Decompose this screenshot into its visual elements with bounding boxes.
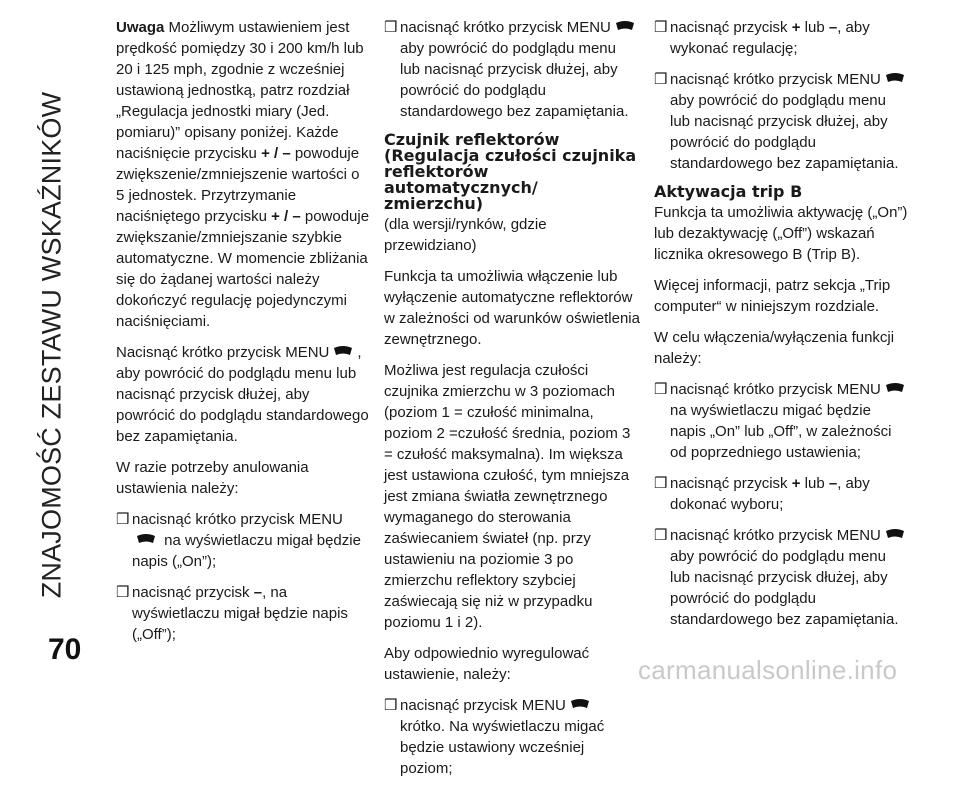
minus-symbol: – (828, 19, 838, 36)
list-item-text: nacisnąć przycisk MENU (400, 697, 566, 714)
list-item (384, 695, 640, 779)
list-item-text: nacisnąć krótko przycisk MENU (670, 527, 881, 544)
list-item-text: nacisnąć krótko przycisk MENU (400, 19, 611, 36)
list-item-text: aby powrócić do podglądu menu lub nacisnąć przycisk dłużej, aby powrócić do podglądu standardowego bez zapamiętania. (400, 40, 629, 120)
column-2 (384, 17, 640, 789)
list-item-text: nacisnąć krótko przycisk MENU (132, 511, 343, 528)
list-item-text: nacisnąć przycisk (670, 19, 792, 36)
section-heading-headlight-sensor: Czujnik reflektorów (Regulacja czułości czujnika reflektorów automatycznych/ zmierzchu) (384, 130, 637, 213)
note-text: Możliwym ustawieniem jest prędkość pomiędzy 30 i 200 km/h lub 20 i 125 mph, zgodnie z wcześniej ustawioną jednostką, patrz rozdział „Regulacja jednostki miary (Jed. pomiaru)” opisany poniżej. Każde naciśnięcie przycisku (116, 19, 364, 162)
list-item-text: na wyświetlaczu migał będzie napis („On”); (132, 532, 361, 570)
menu-button-icon (569, 698, 591, 710)
list-item-text: nacisnąć krótko przycisk MENU (670, 381, 881, 398)
plus-symbol: + (791, 475, 801, 492)
checkbox-bullet-icon: ❒ (116, 584, 130, 601)
minus-symbol: – (828, 475, 838, 492)
paragraph: Funkcja ta umożliwia włączenie lub wyłączenie automatyczne reflektorów w zależności od warunków oświetlenia zewnętrznego. (384, 268, 640, 348)
list-item-text: lub (800, 19, 829, 36)
checkbox-bullet-icon: ❒ (384, 697, 398, 714)
section-heading-trip-b: Aktywacja trip B (654, 182, 803, 201)
checkbox-bullet-icon: ❒ (116, 511, 130, 528)
menu-button-icon (332, 345, 354, 357)
list-item (654, 379, 910, 463)
list-item (654, 473, 910, 515)
list-item (654, 69, 910, 174)
paragraph: Aby odpowiednio wyregulować ustawienie, należy: (384, 645, 590, 683)
list-item (116, 509, 370, 572)
list-item (116, 582, 370, 645)
note-paragraph (116, 17, 370, 332)
menu-button-icon (884, 382, 906, 394)
page-number: 70 (48, 633, 82, 666)
checkbox-bullet-icon: ❒ (654, 527, 668, 544)
list-item-text: lub (800, 475, 829, 492)
column-3 (654, 17, 910, 640)
note-label: Uwaga (116, 19, 165, 36)
checkbox-bullet-icon: ❒ (654, 475, 668, 492)
note-text: powoduje zwiększenie/zmniejszenie wartości o 5 jednostek. Przytrzymanie naciśniętego przycisku (116, 145, 360, 225)
menu-button-icon (135, 533, 157, 545)
list-item-text: aby powrócić do podglądu menu lub nacisnąć przycisk dłużej, aby powrócić do podglądu standardowego bez zapamiętania. (670, 548, 899, 628)
plus-minus-symbol: + / – (261, 145, 291, 162)
paragraph-text: Nacisnąć krótko przycisk MENU (116, 344, 330, 361)
checkbox-bullet-icon: ❒ (384, 19, 398, 36)
list-item-text: , aby wykonać regulację; (670, 19, 870, 57)
list-item-text: krótko. Na wyświetlaczu migać będzie ustawiony wcześniej poziom; (400, 718, 605, 777)
paragraph: Funkcja ta umożliwia aktywację („On”) lub dezaktywację („Off”) wskazań licznika okresowego B (Trip B). (654, 204, 908, 263)
plus-symbol: + (791, 19, 801, 36)
paragraph-text: , aby powrócić do podglądu menu lub nacisnąć przycisk dłużej, aby powrócić do podglądu standardowego bez zapamiętania. (116, 344, 369, 445)
list-item-text: nacisnąć przycisk (132, 584, 254, 601)
menu-press-paragraph (116, 342, 370, 447)
menu-button-icon (884, 72, 906, 84)
list-item-text: aby powrócić do podglądu menu lub nacisnąć przycisk dłużej, aby powrócić do podglądu standardowego bez zapamiętania. (670, 92, 899, 172)
paragraph: Więcej informacji, patrz sekcja „Trip computer“ w niniejszym rozdziale. (654, 277, 891, 315)
list-item (654, 17, 910, 59)
menu-button-icon (884, 528, 906, 540)
section-subheading: (dla wersji/rynków, gdzie przewidziano) (384, 216, 547, 254)
cancel-paragraph: W razie potrzeby anulowania ustawienia należy: (116, 459, 309, 497)
plus-minus-symbol: + / – (271, 208, 301, 225)
checkbox-bullet-icon: ❒ (654, 381, 668, 398)
list-item-text: nacisnąć przycisk (670, 475, 792, 492)
checkbox-bullet-icon: ❒ (654, 71, 668, 88)
menu-button-icon (614, 20, 636, 32)
note-text: powoduje zwiększanie/zmniejszanie szybkie automatyczne. W momencie zbliżania się do żądanej wartości należy dokończyć regulację pojedynczymi naciśnięciami. (116, 208, 370, 330)
checkbox-bullet-icon: ❒ (654, 19, 668, 36)
column-1 (116, 17, 370, 655)
list-item (654, 525, 910, 630)
paragraph: W celu włączenia/wyłączenia funkcji należy: (654, 329, 895, 367)
list-item-text: nacisnąć krótko przycisk MENU (670, 71, 881, 88)
list-item-text: , aby dokonać wyboru; (670, 475, 870, 513)
paragraph: Możliwa jest regulacja czułości czujnika zmierzchu w 3 poziomach (poziom 1 = czułość minimalna, poziom 2 =czułość średnia, poziom 3 = czułość maksymalna). Im większa jest ustawiona czułość, tym mniejsza jest zmiana światła zewnętrznego wymaganego do sterowania zaświecaniem świateł (np. przy ustawieniu na poziomie 3 po zmierzchu reflektory szybciej zaświecają się niż w przypadku poziomu 1 i 2). (384, 362, 631, 631)
list-item (384, 17, 640, 122)
list-item-text: na wyświetlaczu migać będzie napis „On” lub „Off”, w zależności od poprzedniego ustawienia; (670, 402, 892, 461)
minus-symbol: – (253, 584, 263, 601)
section-side-title: ZNAJOMOŚĆ ZESTAWU WSKAŹNIKÓW (36, 91, 67, 599)
list-item-text: , na wyświetlaczu migał będzie napis („Off”); (132, 584, 348, 643)
watermark: carmanualsonline.info (638, 655, 898, 685)
